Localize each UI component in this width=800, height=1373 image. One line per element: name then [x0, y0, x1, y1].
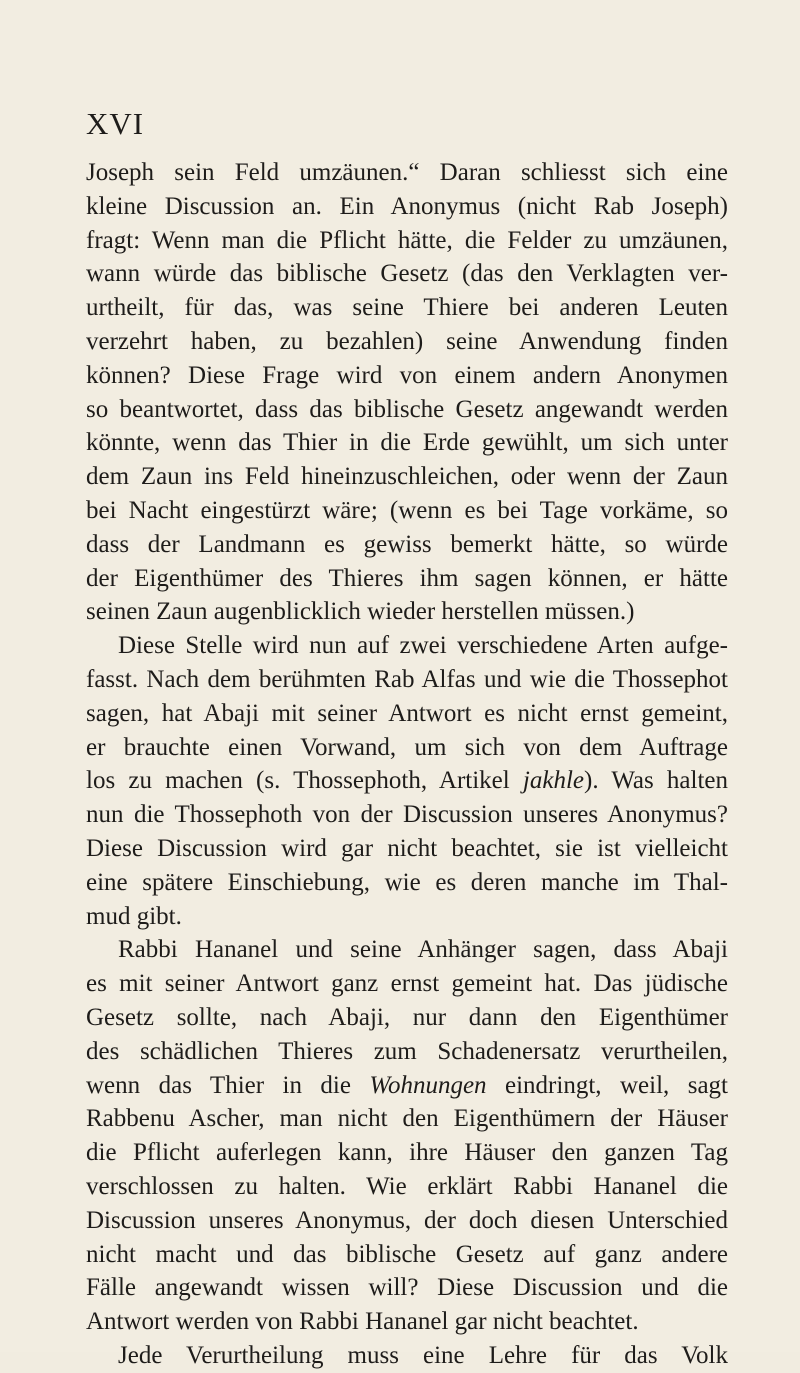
- text-line-content: können? Diese Frage wird von einem andern Anonymen: [86, 361, 728, 389]
- text-line-content: Rabbi Hananel und seine Anhänger sagen, dass Abaji: [118, 936, 728, 964]
- text-line-content: Fälle angewandt wissen will? Diese Discussion und die: [86, 1274, 728, 1302]
- text-line-content: wann würde das biblische Gesetz (das den Verklagten ver-: [86, 260, 728, 288]
- text-line: [86, 1035, 728, 1069]
- text-line-content: bei Nacht eingestürzt wäre; (wenn es bei Tage vorkäme, so: [86, 496, 728, 524]
- text-line: [86, 224, 728, 258]
- text-line-continuation: eindringt, weil, sagt: [486, 1071, 728, 1099]
- text-line: [86, 629, 728, 663]
- italic-term: jakhle: [522, 767, 585, 795]
- text-line-continuation: ). Was halten: [584, 767, 728, 795]
- text-line: [86, 900, 728, 934]
- text-line-content: Rabbenu Ascher, man nicht den Eigenthümern der Häuser: [86, 1105, 728, 1133]
- text-line-content: der Eigenthümer des Thieres ihm sagen können, er hätte: [86, 564, 728, 592]
- text-line: [86, 1305, 728, 1339]
- text-line-content: er brauchte einen Vorwand, um sich von dem Auftrage: [86, 733, 728, 761]
- text-line-content: Diese Discussion wird gar nicht beachtet, sie ist vielleicht: [86, 834, 728, 862]
- text-line-content: Jede Verurtheilung muss eine Lehre für das Volk: [118, 1341, 728, 1369]
- text-line: [86, 494, 728, 528]
- text-line-content: könnte, wenn das Thier in die Erde gewühlt, um sich unter: [86, 429, 728, 457]
- text-line-content: dem Zaun ins Feld hineinzuschleichen, oder wenn der Zaun: [86, 463, 728, 491]
- text-line-content: mud gibt.: [86, 902, 182, 930]
- text-line: [86, 697, 728, 731]
- text-line-content: des schädlichen Thieres zum Schadenersatz verurtheilen,: [86, 1037, 728, 1065]
- text-line: [86, 156, 728, 190]
- text-line: [86, 1271, 728, 1305]
- text-line-content: verzehrt haben, zu bezahlen) seine Anwendung finden: [86, 327, 728, 355]
- text-line: [86, 1136, 728, 1170]
- text-line: [86, 1204, 728, 1238]
- text-line: [86, 832, 728, 866]
- text-line: [86, 528, 728, 562]
- text-line: [86, 595, 728, 629]
- text-line: [86, 325, 728, 359]
- text-line: [86, 1238, 728, 1272]
- text-line-content: kleine Discussion an. Ein Anonymus (nicht Rab Joseph): [86, 192, 728, 220]
- text-line-content: dass der Landmann es gewiss bemerkt hätte, so würde: [86, 530, 728, 558]
- text-line-content: eine spätere Einschiebung, wie es deren manche im Thal-: [86, 868, 728, 896]
- text-line-content: Discussion unseres Anonymus, der doch diesen Unterschied: [86, 1206, 728, 1234]
- text-line-content: los zu machen (s. Thossephoth, Artikel: [86, 767, 510, 795]
- text-line-content: seinen Zaun augenblicklich wieder herstellen müssen.): [86, 598, 635, 626]
- text-line: [86, 257, 728, 291]
- text-line-content: Joseph sein Feld umzäunen.“ Daran schliesst sich eine: [86, 159, 728, 186]
- text-line-content: wenn das Thier in die: [86, 1071, 351, 1099]
- text-line: [86, 460, 728, 494]
- text-line-content: urtheilt, für das, was seine Thiere bei anderen Leuten: [86, 294, 728, 322]
- text-line-content: so beantwortet, dass das biblische Gesetz angewandt werden: [86, 395, 728, 423]
- text-line: [86, 1339, 728, 1373]
- text-line: [86, 764, 728, 798]
- text-line-content: verschlossen zu halten. Wie erklärt Rabbi Hananel die: [86, 1172, 728, 1200]
- text-line-content: es mit seiner Antwort ganz ernst gemeint hat. Das jüdische: [86, 970, 728, 998]
- text-line-content: Antwort werden von Rabbi Hananel gar nicht beachtet.: [86, 1308, 639, 1336]
- text-line-content: sagen, hat Abaji mit seiner Antwort es nicht ernst gemeint,: [86, 699, 728, 727]
- page-number: XVI: [86, 106, 145, 141]
- text-line: [86, 933, 728, 967]
- text-line: [86, 798, 728, 832]
- text-line-content: die Pflicht auferlegen kann, ihre Häuser den ganzen Tag: [86, 1139, 728, 1167]
- text-line: [86, 866, 728, 900]
- text-line: [86, 562, 728, 596]
- text-line-content: nicht macht und das biblische Gesetz auf ganz andere: [86, 1240, 728, 1268]
- text-line: [86, 291, 728, 325]
- italic-term: Wohnungen: [369, 1071, 487, 1099]
- text-line-content: nun die Thossephoth von der Discussion unseres Anonymus?: [86, 801, 728, 829]
- text-line: [86, 731, 728, 765]
- text-line: [86, 393, 728, 427]
- text-line: [86, 1001, 728, 1035]
- text-line: [86, 967, 728, 1001]
- text-line: [86, 1170, 728, 1204]
- text-line: [86, 426, 728, 460]
- text-line-content: Gesetz sollte, nach Abaji, nur dann den Eigenthümer: [86, 1003, 728, 1031]
- text-line-content: Diese Stelle wird nun auf zwei verschiedene Arten aufge-: [118, 632, 728, 660]
- text-line: [86, 359, 728, 393]
- text-line: [86, 1102, 728, 1136]
- text-line: [86, 190, 728, 224]
- text-line-content: fasst. Nach dem berühmten Rab Alfas und wie die Thossephot: [86, 665, 728, 693]
- text-line-content: fragt: Wenn man die Pflicht hätte, die Felder zu umzäunen,: [86, 226, 728, 254]
- text-line: [86, 1069, 728, 1103]
- body-text: [86, 156, 728, 1373]
- text-line: [86, 663, 728, 697]
